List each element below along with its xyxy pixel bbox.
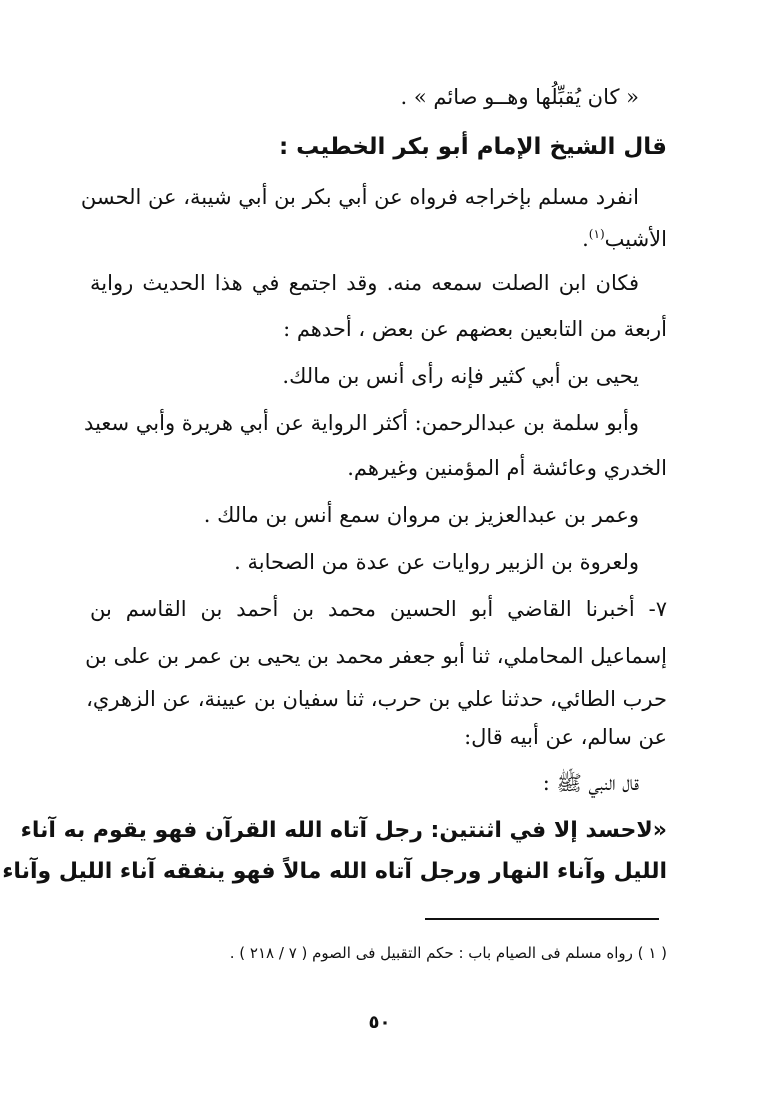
paragraph-line: الأشيب$^{(١)}$.	[582, 227, 667, 251]
hadith-quote-line: « كان يُقبِّلُها وهــو صائم » .	[400, 85, 639, 109]
narrator-line: يحيى بن أبي كثير فإنه رأى أنس بن مالك.	[282, 364, 639, 388]
page-number: ٥٠	[368, 1012, 391, 1033]
narrator-line: الخدري وعائشة أم المؤمنين وغيرهم.	[347, 456, 667, 480]
paragraph-text: الأشيب	[604, 227, 667, 251]
isnad-line: إسماعيل المحاملي، ثنا أبو جعفر محمد بن يحيى بن عمر بن على بن	[85, 644, 667, 668]
narrator-line: وعمر بن عبدالعزيز بن مروان سمع أنس بن مالك .	[203, 503, 639, 527]
isnad-line: عن سالم، عن أبيه قال:	[464, 725, 667, 749]
hadith-text-line: الليل وآناء النهار ورجل آتاه الله مالاً فهو ينفقه آناء الليل وآناء	[2, 859, 667, 884]
paragraph-line: فكان ابن الصلت سمعه منه. وقد اجتمع في هذا الحديث رواية	[90, 271, 639, 295]
footnote-marker: (١)	[588, 227, 605, 241]
footnote-divider	[425, 918, 659, 920]
footnote: ( ١ ) رواه مسلم فى الصيام باب : حكم التقبيل فى الصوم ( ٧ / ٢١٨ ) .	[229, 944, 667, 962]
isnad-line: حرب الطائي، حدثنا علي بن حرب، ثنا سفيان بن عيينة، عن الزهري،	[86, 687, 667, 711]
paragraph-line: انفرد مسلم بإخراجه فرواه عن أبي بكر بن أبي شيبة، عن الحسن	[80, 185, 639, 209]
paragraph-line: أربعة من التابعين بعضهم عن بعض ، أحدهم :	[283, 317, 667, 341]
section-heading: قال الشيخ الإمام أبو بكر الخطيب :	[278, 134, 667, 160]
prophet-saying-intro: قال النبي ﷺ :	[542, 771, 639, 795]
hadith-text-line: «لاحسد إلا في اثنتين: رجل آتاه الله القرآن فهو يقوم به آناء	[20, 818, 667, 843]
narrator-line: وأبو سلمة بن عبدالرحمن: أكثر الرواية عن أبي هريرة وأبي سعيد	[84, 411, 639, 435]
narrator-line: ولعروة بن الزبير روايات عن عدة من الصحابة .	[234, 550, 639, 574]
isnad-line: ٧- أخبرنا القاضي أبو الحسين محمد بن أحمد بن القاسم بن	[90, 597, 667, 621]
